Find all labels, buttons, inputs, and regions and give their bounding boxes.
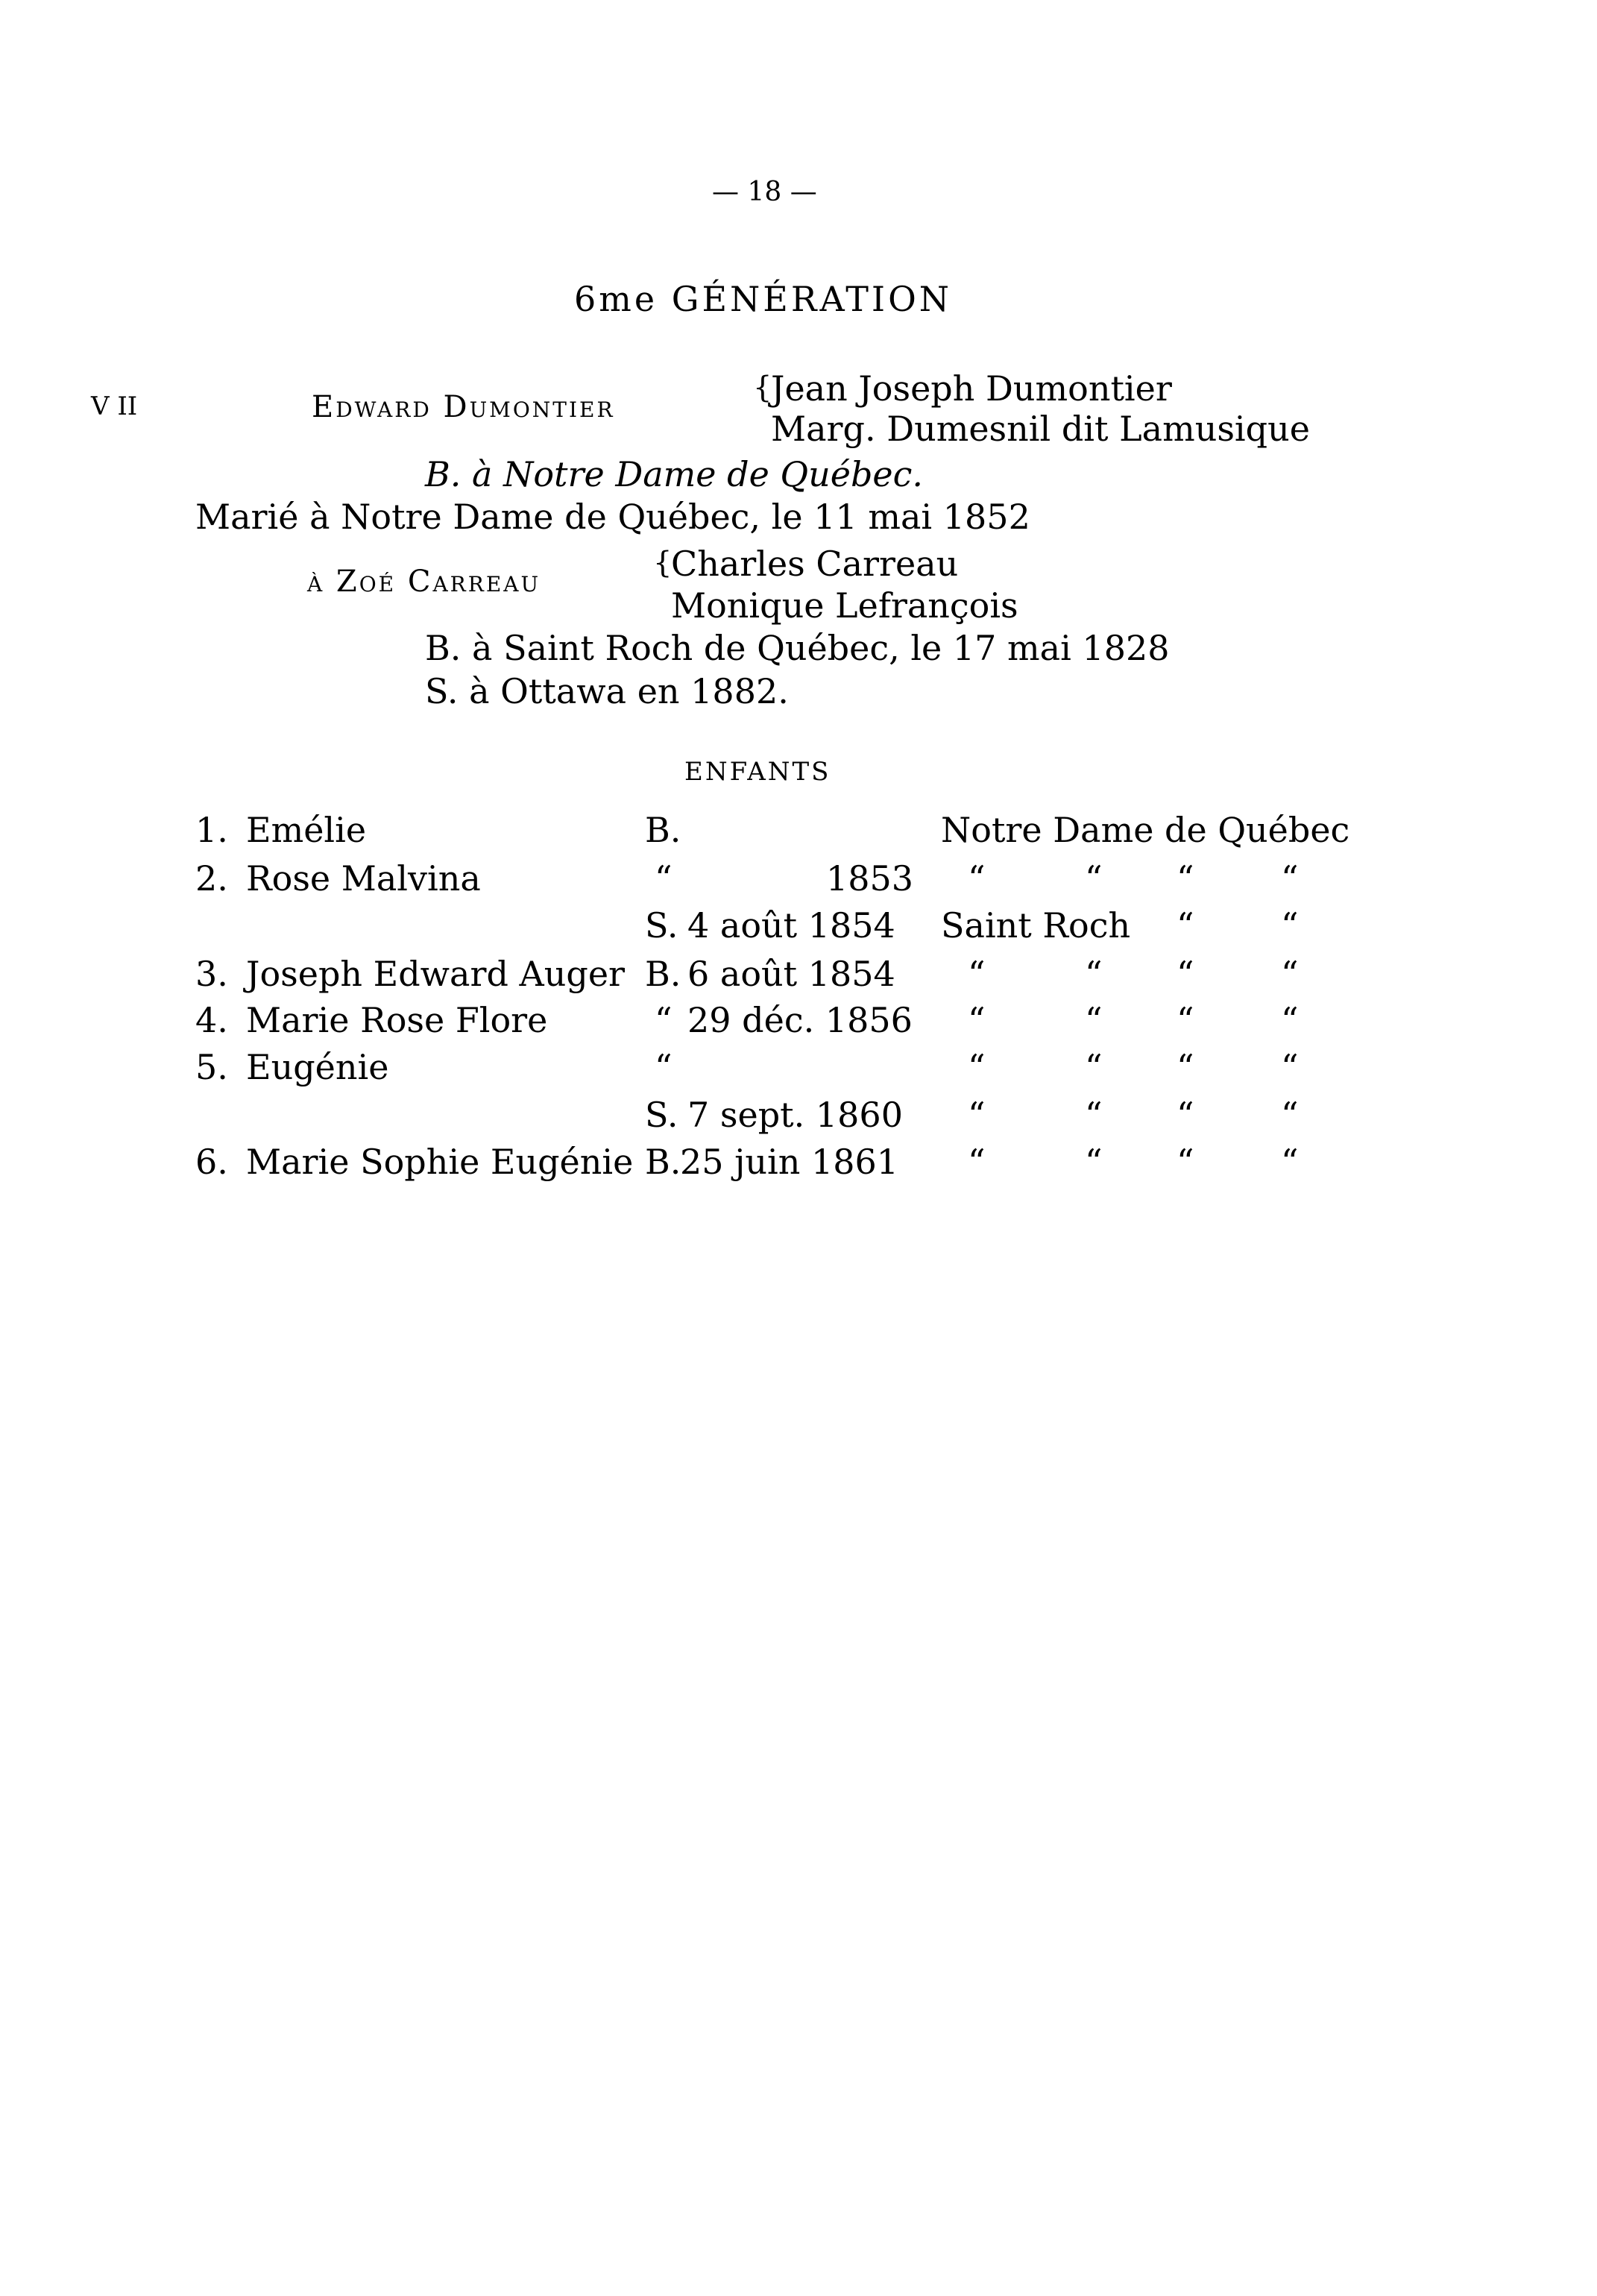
child-name: Marie Rose Flore [246, 1000, 548, 1040]
ditto-3: “ [1177, 1142, 1194, 1182]
parents-brace: { [753, 371, 772, 405]
ditto-4: “ [1281, 1000, 1299, 1040]
ditto-4: “ [1281, 1142, 1299, 1182]
ditto-4: “ [1281, 954, 1299, 994]
child-place: Saint Roch [941, 905, 1131, 946]
ditto-4: “ [1281, 1047, 1299, 1087]
child-name: Joseph Edward Auger [246, 954, 626, 994]
spouse-birth: B. à Saint Roch de Québec, le 17 mai 1828 [425, 628, 1170, 668]
child-code: “ [655, 1000, 672, 1040]
child-name: Rose Malvina [246, 858, 481, 899]
child-name: Emélie [246, 810, 367, 850]
child-number: 6. [195, 1142, 228, 1182]
ditto-3: “ [1177, 1047, 1194, 1087]
record-spouse: à Zoé Carreau [307, 564, 541, 599]
record-number: V II [91, 391, 138, 421]
child-place: Notre Dame de Québec [941, 810, 1350, 850]
child-code: S. [645, 1095, 678, 1135]
ditto-3: “ [1177, 858, 1194, 899]
ditto-1: “ [968, 1000, 986, 1040]
ditto-2: “ [1085, 954, 1103, 994]
child-name: Eugénie [246, 1047, 389, 1087]
ditto-4: “ [1281, 1095, 1299, 1135]
ditto-2: “ [1085, 1095, 1103, 1135]
spouse-parent1: Charles Carreau [671, 544, 959, 584]
ditto-3: “ [1177, 905, 1194, 946]
child-number: 4. [195, 1000, 228, 1040]
ditto-2: “ [1085, 858, 1103, 899]
child-date: 4 août 1854 [687, 905, 895, 946]
ditto-3: “ [1177, 1095, 1194, 1135]
child-date: 29 déc. 1856 [687, 1000, 913, 1040]
child-number: 1. [195, 810, 228, 850]
page-number: — 18 — [712, 177, 817, 207]
child-number: 2. [195, 858, 228, 899]
child-date: 6 août 1854 [687, 954, 895, 994]
spouse-burial: S. à Ottawa en 1882. [425, 671, 789, 711]
ditto-3: “ [1177, 1000, 1194, 1040]
child-code: “ [655, 858, 672, 899]
child-code: B. [645, 954, 681, 994]
record-parent1: Jean Joseph Dumontier [771, 368, 1172, 409]
spouse-parents-brace: { [653, 546, 672, 580]
ditto-2: “ [1085, 1142, 1103, 1182]
record-marriage: Marié à Notre Dame de Québec, le 11 mai 1852 [195, 497, 1030, 537]
ditto-2: “ [1085, 1047, 1103, 1087]
generation-title: 6me GÉNÉRATION [574, 279, 953, 319]
ditto-1: “ [968, 1095, 986, 1135]
ditto-1: “ [968, 858, 986, 899]
ditto-1: “ [968, 1047, 986, 1087]
ditto-1: “ [968, 1142, 986, 1182]
spouse-parent2: Monique Lefrançois [671, 585, 1018, 626]
child-code: S. [645, 905, 678, 946]
ditto-3: “ [1177, 954, 1194, 994]
child-number: 5. [195, 1047, 228, 1087]
record-name: Edward Dumontier [312, 390, 615, 424]
ditto-4: “ [1281, 858, 1299, 899]
child-number: 3. [195, 954, 228, 994]
child-date: 1853 [826, 858, 914, 899]
child-date: 7 sept. 1860 [687, 1095, 903, 1135]
child-code: B. [645, 810, 681, 850]
ditto-4: “ [1281, 905, 1299, 946]
record-parent2: Marg. Dumesnil dit Lamusique [771, 409, 1310, 449]
children-heading: ENFANTS [684, 757, 831, 787]
child-date: 25 juin 1861 [680, 1142, 899, 1182]
ditto-1: “ [968, 954, 986, 994]
ditto-2: “ [1085, 1000, 1103, 1040]
child-code: B. [645, 1142, 681, 1182]
child-name: Marie Sophie Eugénie [246, 1142, 634, 1182]
child-code: “ [655, 1047, 672, 1087]
record-birth: B. à Notre Dame de Québec. [425, 454, 924, 494]
